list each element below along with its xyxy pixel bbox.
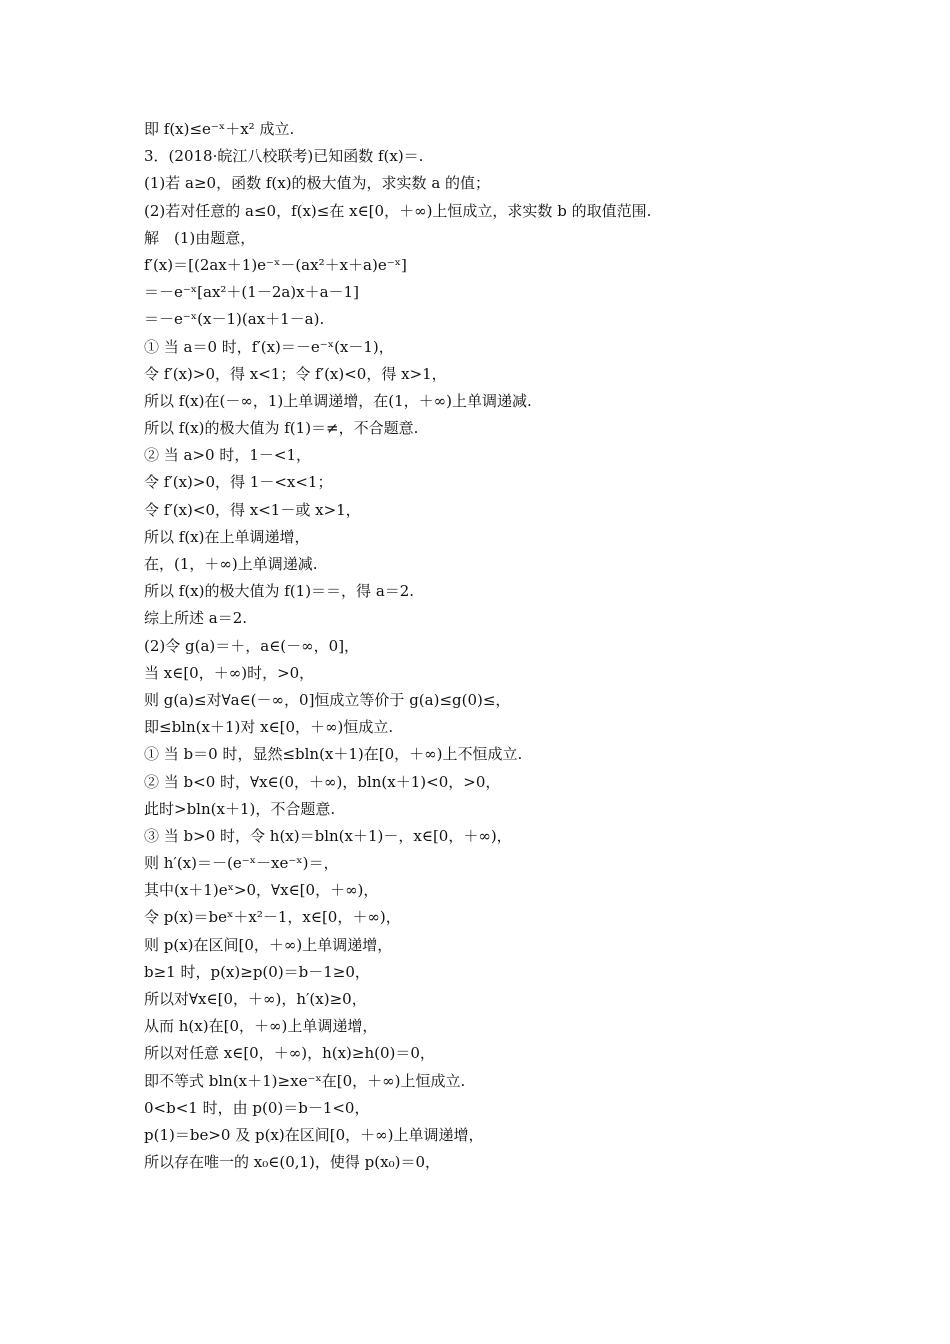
text-line: 则 p(x)在区间[0，＋∞)上单调递增， (144, 935, 393, 954)
text-line: 0<b<1 时，由 p(0)＝b－1<0， (144, 1098, 370, 1117)
text-line: ① 当 b＝0 时，显然≤bln(x＋1)在[0，＋∞)上不恒成立. (144, 745, 523, 764)
text-line: 在，(1，＋∞)上单调递减. (144, 555, 318, 573)
text-line: 则 g(a)≤对∀a∈(－∞，0]恒成立等价于 g(a)≤g(0)≤， (144, 690, 511, 709)
text-line: 所以对∀x∈[0，＋∞)，h′(x)≥0， (144, 990, 367, 1008)
text-line: 令 p(x)＝beˣ＋x²－1，x∈[0，＋∞)， (144, 908, 401, 927)
text-line: p(1)＝be>0 及 p(x)在区间[0，＋∞)上单调递增， (144, 1125, 484, 1144)
text-line: f′(x)＝[(2ax＋1)e⁻ˣ－(ax²＋x＋a)e⁻ˣ] (144, 255, 407, 274)
text-line: 则 h′(x)＝－(e⁻ˣ－xe⁻ˣ)＝， (144, 854, 339, 873)
text-line: 即不等式 bln(x＋1)≥xe⁻ˣ在[0，＋∞)上恒成立. (144, 1071, 466, 1090)
text-line: 所以对任意 x∈[0，＋∞)，h(x)≥h(0)＝0， (144, 1044, 435, 1063)
text-line: 令 f′(x)>0，得 1－<x<1； (144, 473, 333, 492)
text-line: 所以 f(x)在(－∞，1)上单调递增，在(1，＋∞)上单调递减. (144, 391, 532, 410)
text-line: (1)若 a≥0，函数 f(x)的极大值为，求实数 a 的值； (144, 174, 491, 193)
text-line: 综上所述 a＝2. (144, 609, 248, 628)
text-line: 当 x∈[0，＋∞)时，>0， (144, 663, 315, 682)
text-line: 3．(2018·皖江八校联考)已知函数 f(x)＝. (144, 147, 424, 166)
text-line: b≥1 时，p(x)≥p(0)＝b－1≥0， (144, 962, 370, 981)
text-line: ＝－e⁻ˣ(x－1)(ax＋1－a). (144, 310, 325, 329)
text-line: ① 当 a＝0 时，f′(x)＝－e⁻ˣ(x－1)， (144, 337, 394, 356)
solution-text (144, 116, 904, 1176)
text-line: 所以存在唯一的 x₀∈(0,1)，使得 p(x₀)＝0， (144, 1153, 440, 1172)
text-line: (2)若对任意的 a≤0，f(x)≤在 x∈[0，＋∞)上恒成立，求实数 b 的取值范围. (144, 201, 652, 220)
text-line: 所以 f(x)的极大值为 f(1)＝＝，得 a＝2. (144, 582, 415, 601)
text-line: 即 f(x)≤e⁻ˣ＋x² 成立. (144, 120, 295, 138)
text-line: 即≤bln(x＋1)对 x∈[0，＋∞)恒成立. (144, 718, 394, 737)
text-line: 从而 h(x)在[0，＋∞)上单调递增， (144, 1017, 378, 1036)
text-line: (2)令 g(a)＝＋，a∈(－∞，0]， (144, 636, 360, 655)
text-line: 此时>bln(x＋1)，不合题意. (144, 799, 336, 818)
text-line: ③ 当 b>0 时，令 h(x)＝bln(x＋1)－，x∈[0，＋∞)， (144, 826, 512, 845)
text-line: ＝－e⁻ˣ[ax²＋(1－2a)x＋a－1] (144, 283, 359, 302)
text-line: 令 f′(x)<0，得 x<1－或 x>1， (144, 500, 361, 519)
text-line: 解 (1)由题意， (144, 228, 256, 247)
text-line: 所以 f(x)在上单调递增， (144, 527, 310, 546)
text-line: ② 当 a>0 时，1－<1， (144, 446, 312, 465)
text-line: 其中(x＋1)eˣ>0，∀x∈[0，＋∞)， (144, 881, 379, 900)
text-line: 所以 f(x)的极大值为 f(1)＝≠，不合题意. (144, 419, 419, 438)
text-line: 令 f′(x)>0，得 x<1；令 f′(x)<0，得 x>1， (144, 364, 447, 383)
text-line: ② 当 b<0 时，∀x∈(0，＋∞)，bln(x＋1)<0，>0， (144, 772, 501, 791)
